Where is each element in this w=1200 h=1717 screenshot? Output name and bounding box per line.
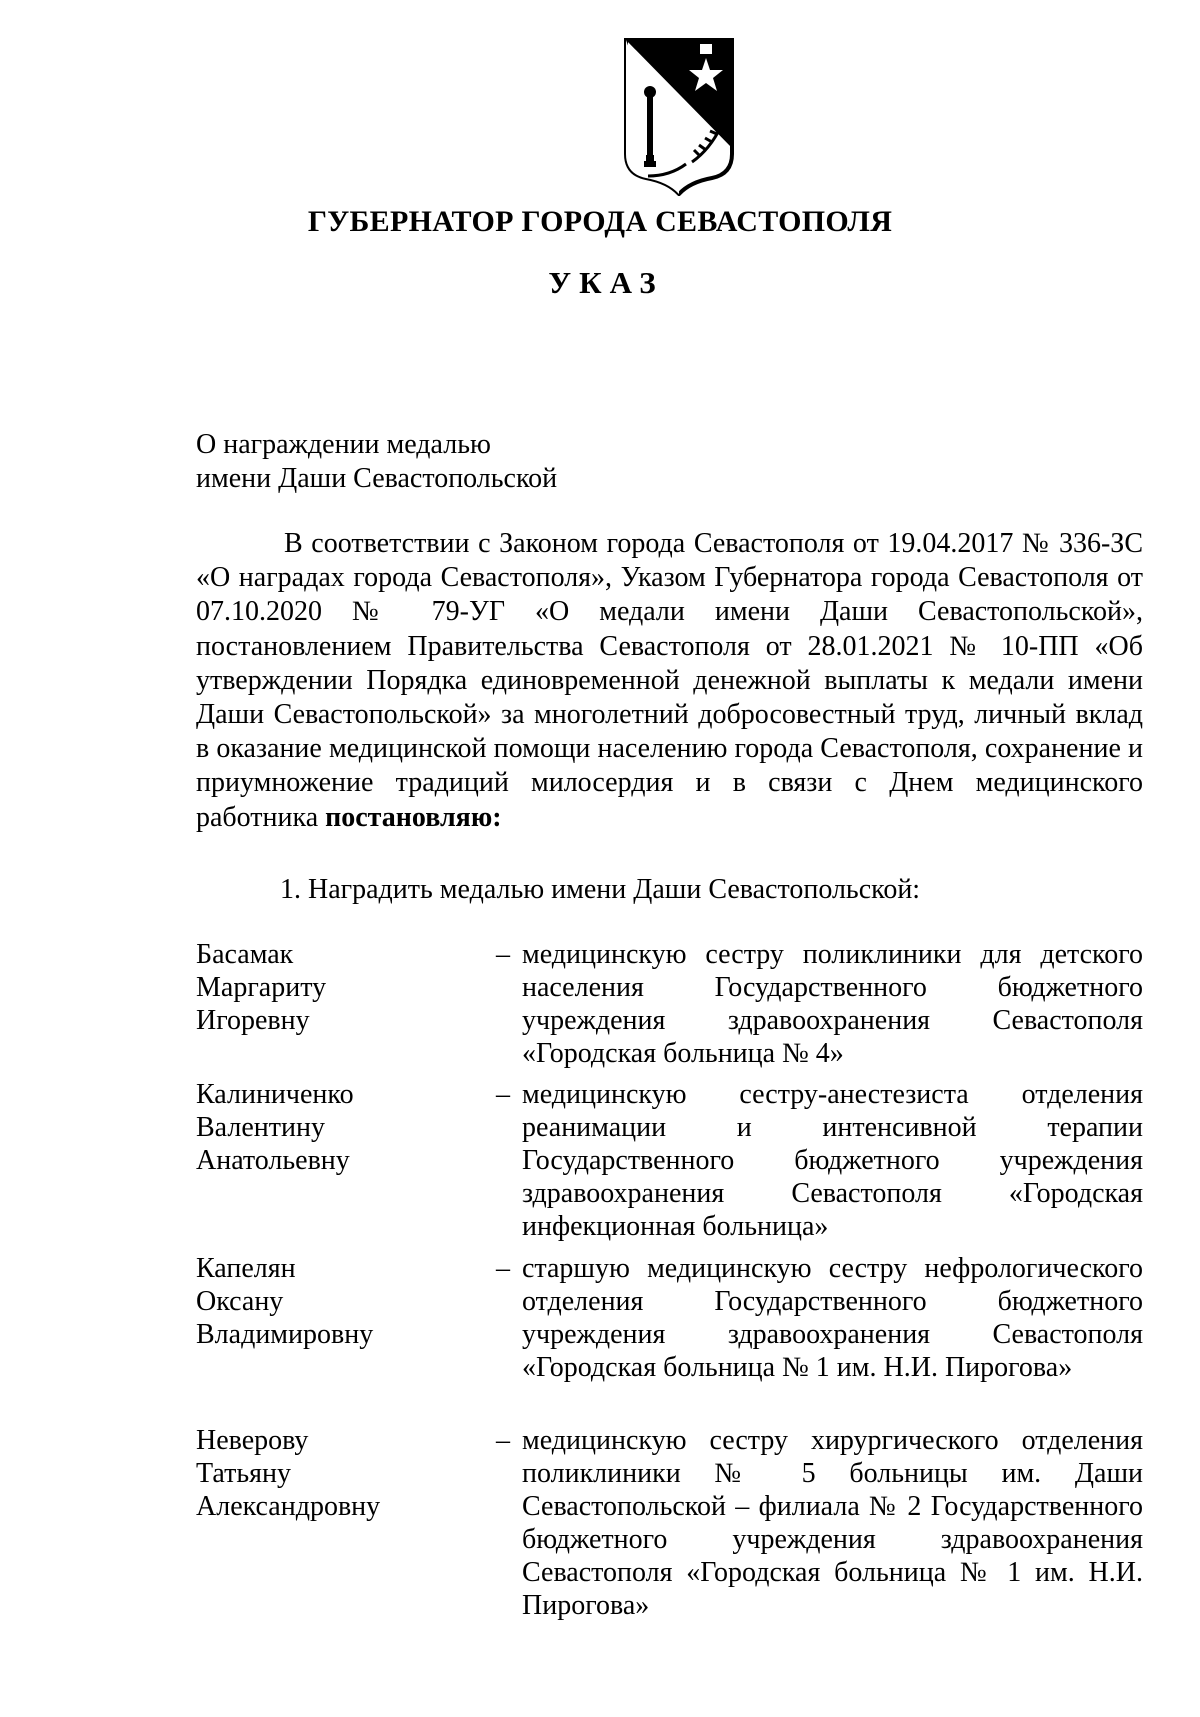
decree-word: постановляю: bbox=[325, 801, 502, 833]
preamble-paragraph bbox=[196, 527, 1143, 835]
awardee-surname: Калиниченко bbox=[196, 1079, 354, 1110]
awardee-first-name: Оксану bbox=[196, 1286, 284, 1317]
awardee-name bbox=[196, 1078, 486, 1177]
awardee-surname: Басамак bbox=[196, 939, 294, 970]
awardee-name bbox=[196, 1424, 486, 1523]
decree-subject bbox=[196, 428, 557, 496]
dash-separator: – bbox=[496, 1425, 510, 1456]
awardee-surname: Неверову bbox=[196, 1425, 309, 1456]
awardee-patronymic: Владимировну bbox=[196, 1319, 374, 1350]
awardee-surname: Капелян bbox=[196, 1253, 296, 1284]
awardee-patronymic: Анатольевну bbox=[196, 1145, 350, 1176]
awardee-first-name: Маргариту bbox=[196, 972, 327, 1003]
dash-separator: – bbox=[496, 1079, 510, 1110]
awardee-description: медицинскую сестру хирургического отделения поликлиники № 5 больницы им. Даши Севастопольской – филиала № 2 Государственного бюджетного учреждения здравоохранения Севастополя «Городская больница № 1 им. Н.И. Пирогова» bbox=[522, 1425, 1143, 1621]
sevastopol-coat-of-arms-emblem bbox=[620, 36, 738, 196]
clause-1: 1. Наградить медалью имени Даши Севастопольской: bbox=[280, 874, 921, 905]
dash-separator: – bbox=[496, 939, 510, 970]
awardee-first-name: Татьяну bbox=[196, 1458, 291, 1489]
awardee-description: медицинскую сестру-анестезиста отделения реанимации и интенсивной терапии Государственного бюджетного учреждения здравоохранения Севастополя «Городская инфекционная больница» bbox=[522, 1079, 1143, 1242]
awardee-patronymic: Александровну bbox=[196, 1491, 381, 1522]
preamble-text: В соответствии с Законом города Севастополя от 19.04.2017 № 336-ЗС «О наградах города Севастополя», Указом Губернатора города Севастополя от 07.10.2020 № 79-УГ «О медали имени Даши Севастопольской», постановлением Правительства Севастополя от 28.01.2021 № 10-ПП «Об утверждении Порядка единовременной денежной выплаты к медали имени Даши Севастопольской» за многолетний добросовестный труд, личный вклад в оказание медицинской помощи населению города Севастополя, сохранение и приумножение традиций милосердия и в связи с Днем медицинского работника bbox=[196, 528, 1143, 833]
awardee-description: старшую медицинскую сестру нефрологического отделения Государственного бюджетного учреждения здравоохранения Севастополя «Городская больница № 1 им. Н.И. Пирогова» bbox=[522, 1253, 1143, 1383]
awardee-name bbox=[196, 938, 486, 1037]
dash-separator: – bbox=[496, 1253, 510, 1284]
issuer-title: ГУБЕРНАТОР ГОРОДА СЕВАСТОПОЛЯ bbox=[307, 205, 893, 238]
subject-line-1: О награждении медалью bbox=[196, 429, 491, 460]
awardee-name bbox=[196, 1252, 486, 1351]
awardee-patronymic: Игоревну bbox=[196, 1005, 310, 1036]
awardee-description: медицинскую сестру поликлиники для детского населения Государственного бюджетного учреждения здравоохранения Севастополя «Городская больница № 4» bbox=[522, 939, 1143, 1069]
document-type-title: УКАЗ bbox=[548, 265, 664, 300]
subject-line-2: имени Даши Севастопольской bbox=[196, 463, 558, 494]
awardee-first-name: Валентину bbox=[196, 1112, 325, 1143]
